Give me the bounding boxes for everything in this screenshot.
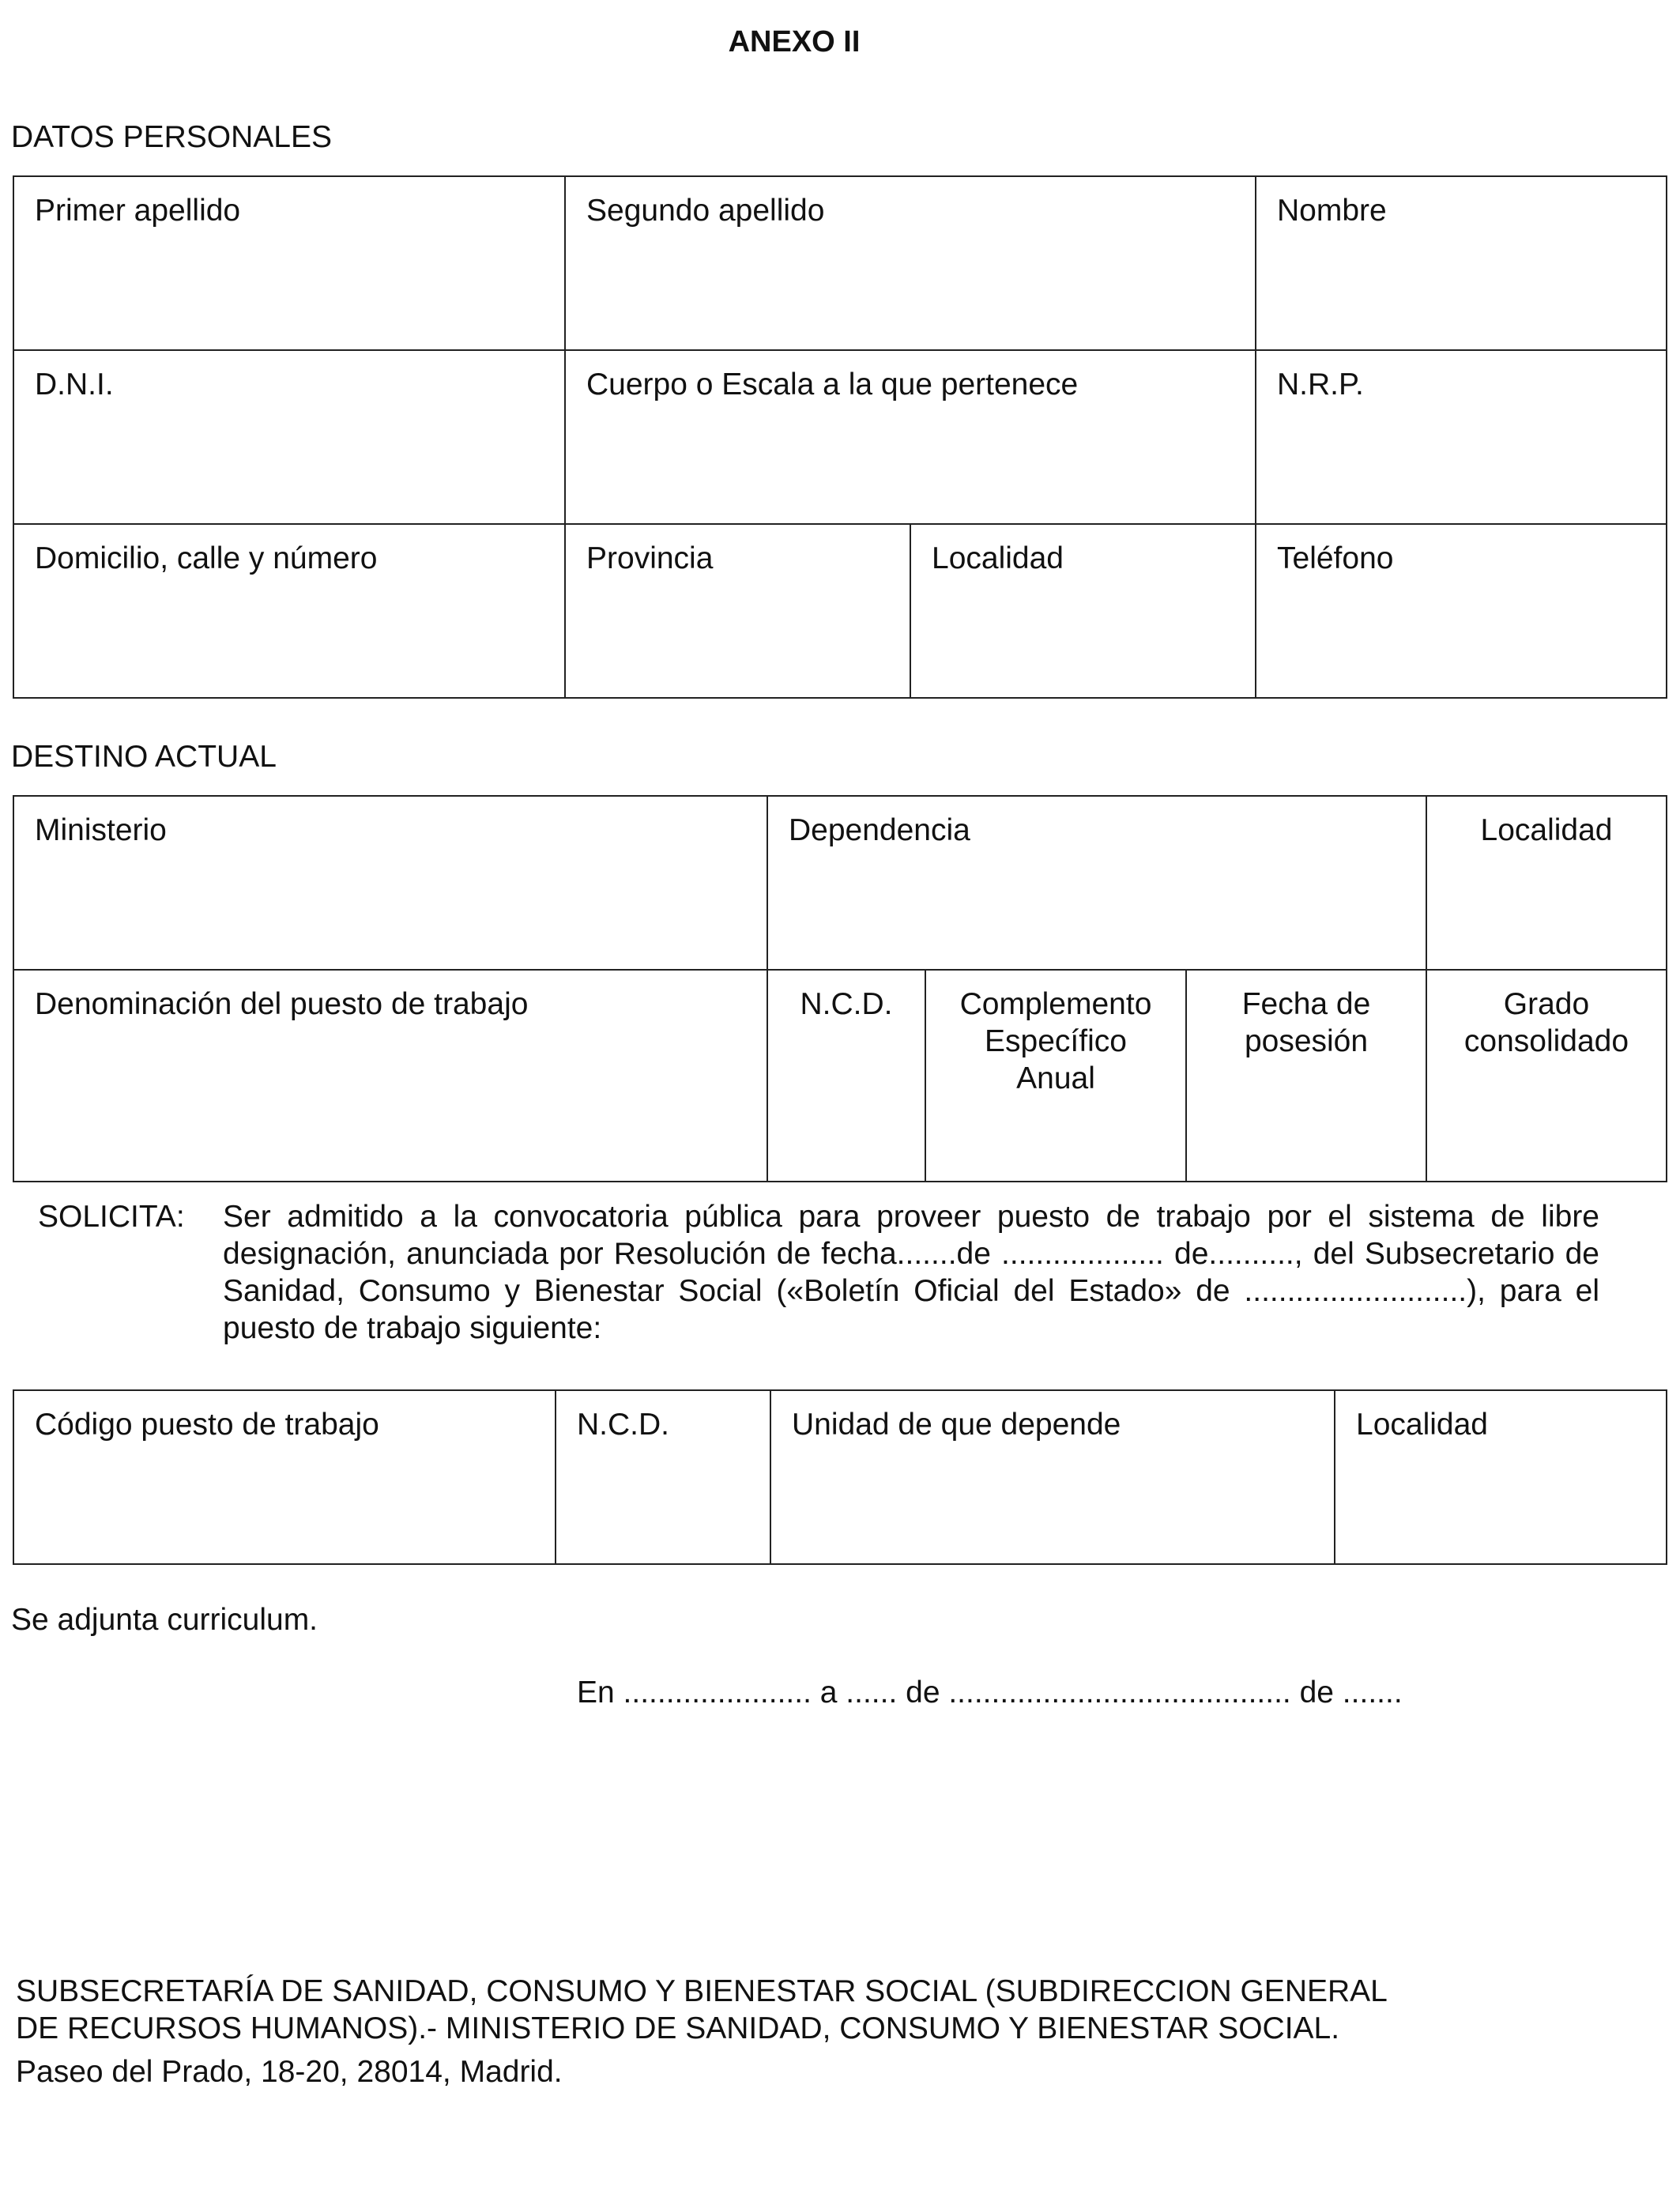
field-dependencia[interactable]: [767, 796, 1426, 970]
page-title: ANEXO II: [728, 25, 861, 58]
field-domicilio[interactable]: [13, 524, 565, 698]
field-label: N.C.D.: [800, 987, 893, 1021]
field-ncd-actual[interactable]: [767, 970, 925, 1182]
field-label: Segundo apellido: [586, 194, 825, 228]
field-nrp[interactable]: [1256, 350, 1667, 524]
field-fecha-posesion[interactable]: [1186, 970, 1426, 1182]
field-label: Localidad: [1480, 813, 1613, 847]
solicita-label: SOLICITA:: [38, 1200, 185, 1234]
label-line: Específico: [985, 1024, 1127, 1058]
curriculum-note: Se adjunta curriculum.: [11, 1603, 318, 1637]
section-heading-datos-personales: DATOS PERSONALES: [11, 120, 333, 154]
solicita-text: Ser admitido a la convocatoria pública para proveer puesto de trabajo por el sistema de libre designación, anunciada por Resolución de fecha.......de ................... de.........., del Subsecretario de Sanidad, Consumo y Bienestar Social («Boletín Oficial del Estado» de ..........................), para el puesto de trabajo siguiente:: [223, 1200, 1599, 1345]
section-heading-destino-actual: DESTINO ACTUAL: [11, 740, 277, 774]
field-primer-apellido[interactable]: [13, 176, 565, 350]
datos-personales-table: [13, 175, 1667, 699]
lugar-fecha-line: En ...................... a ...... de ........................................ de .......: [577, 1676, 1403, 1710]
field-label: D.N.I.: [35, 368, 114, 401]
field-label: Domicilio, calle y número: [35, 541, 378, 575]
field-ncd-solicitado[interactable]: [556, 1390, 770, 1564]
field-label: Ministerio: [35, 813, 167, 847]
puesto-solicitado-table: [13, 1389, 1667, 1565]
label-line: Complemento: [959, 987, 1152, 1021]
field-label: N.R.P.: [1277, 368, 1364, 401]
field-cuerpo-escala[interactable]: [565, 350, 1256, 524]
field-localidad-destino[interactable]: [1426, 796, 1667, 970]
field-label: Dependencia: [789, 813, 970, 847]
field-label: Cuerpo o Escala a la que pertenece: [586, 368, 1079, 401]
field-codigo-puesto[interactable]: [13, 1390, 556, 1564]
field-label: [1427, 971, 1666, 1060]
field-label: Primer apellido: [35, 194, 241, 228]
field-ministerio[interactable]: [13, 796, 767, 970]
field-complemento-especifico[interactable]: [925, 970, 1186, 1182]
label-line: Fecha de: [1241, 987, 1371, 1021]
field-label: Teléfono: [1277, 541, 1394, 575]
footer-address: Paseo del Prado, 18-20, 28014, Madrid.: [16, 2055, 563, 2089]
field-label: Denominación del puesto de trabajo: [35, 987, 529, 1021]
field-telefono[interactable]: [1256, 524, 1667, 698]
label-line: posesión: [1244, 1024, 1369, 1058]
field-label: Código puesto de trabajo: [35, 1408, 379, 1442]
field-label: Provincia: [586, 541, 714, 575]
field-unidad-depende[interactable]: [770, 1390, 1335, 1564]
field-label: Unidad de que depende: [792, 1408, 1121, 1442]
label-line: consolidado: [1463, 1024, 1629, 1058]
destino-actual-table: [13, 795, 1667, 1182]
field-label: Localidad: [932, 541, 1064, 575]
field-label: N.C.D.: [577, 1408, 669, 1442]
field-provincia[interactable]: [565, 524, 910, 698]
field-nombre[interactable]: [1256, 176, 1667, 350]
field-localidad[interactable]: [910, 524, 1256, 698]
field-label: [926, 971, 1185, 1097]
field-segundo-apellido[interactable]: [565, 176, 1256, 350]
label-line: Anual: [1016, 1061, 1095, 1095]
field-label: Nombre: [1277, 194, 1387, 228]
field-dni[interactable]: [13, 350, 565, 524]
field-grado-consolidado[interactable]: [1426, 970, 1667, 1182]
field-denominacion-puesto[interactable]: [13, 970, 767, 1182]
field-localidad-solicitado[interactable]: [1335, 1390, 1667, 1564]
label-line: Grado: [1503, 987, 1590, 1021]
field-label: [1187, 971, 1426, 1060]
field-label: Localidad: [1356, 1408, 1488, 1442]
footer-line-1: SUBSECRETARÍA DE SANIDAD, CONSUMO Y BIENESTAR SOCIAL (SUBDIRECCION GENERAL: [16, 1974, 1388, 2008]
footer-line-2: DE RECURSOS HUMANOS).- MINISTERIO DE SANIDAD, CONSUMO Y BIENESTAR SOCIAL.: [16, 2011, 1340, 2045]
